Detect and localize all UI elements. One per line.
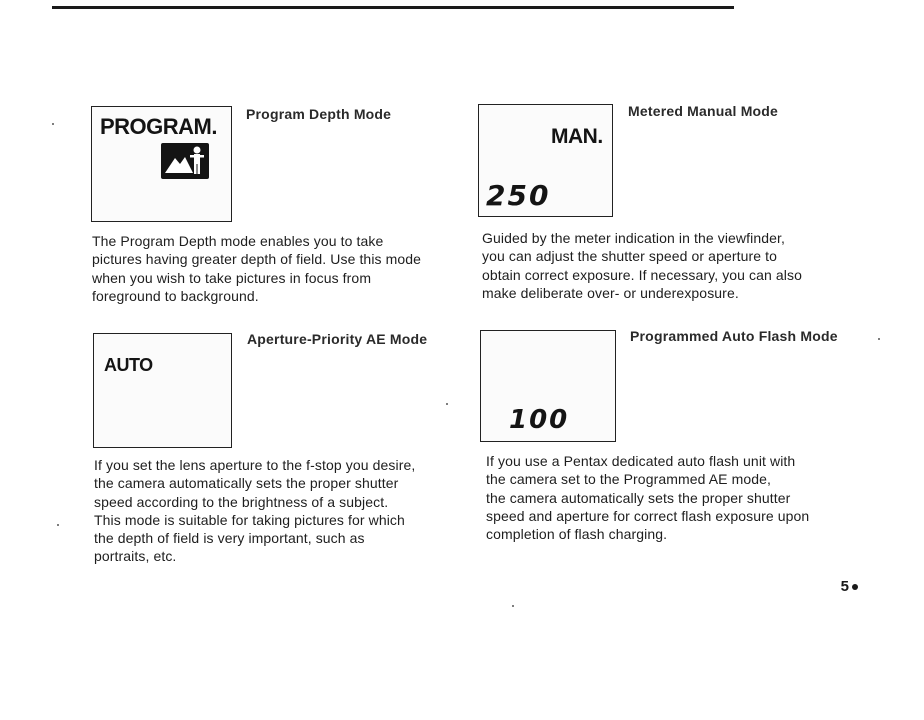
page-number-text: 5 [840,578,849,595]
programmed-flash-description: If you use a Pentax dedicated auto flash unit with the camera set to the Programmed AE mode, the camera automatically sets the proper shutter speed and aperture for correct flash exposure upon completion of flash charging. [486,453,810,543]
auto-lcd-label: AUTO [104,355,153,375]
aperture-priority-lcd-display [93,333,232,448]
program-depth-mode-title: Program Depth Mode [246,106,392,122]
metered-manual-mode-title: Metered Manual Mode [628,103,779,119]
page-number [841,578,858,595]
aperture-priority-mode-title: Aperture-Priority AE Mode [247,331,428,347]
programmed-flash-lcd-display [480,330,616,442]
programmed-flash-mode-title: Programmed Auto Flash Mode [630,328,838,344]
manual-lcd-label: MAN. [551,125,603,148]
scan-speck [52,123,54,125]
aperture-priority-description: If you set the lens aperture to the f-stop you desire, the camera automatically sets the proper shutter speed according to the brightness of a subject. This mode is suitable for taking pictures for which the depth of field is very important, such as portraits, etc. [94,457,416,565]
scan-speck [878,338,880,340]
mountain-person-icon [160,142,210,180]
page-number-bullet [852,584,858,590]
shutter-speed-readout: 250 [486,179,551,212]
scan-speck [57,524,59,526]
program-depth-description: The Program Depth mode enables you to take pictures having greater depth of field. Use this mode when you wish to take pictures in focus from foreground to background. [92,233,422,304]
program-depth-lcd-display [91,106,232,222]
top-rule [52,6,734,9]
flash-readout: 100 [509,405,570,435]
scan-speck [446,403,448,405]
metered-manual-lcd-display [478,104,613,217]
scan-speck [512,605,514,607]
program-lcd-label: PROGRAM. [100,114,217,139]
metered-manual-description: Guided by the meter indication in the viewfinder, you can adjust the shutter speed or aperture to obtain correct exposure. If necessary, you can also make deliberate over- or underexposure. [482,230,803,301]
